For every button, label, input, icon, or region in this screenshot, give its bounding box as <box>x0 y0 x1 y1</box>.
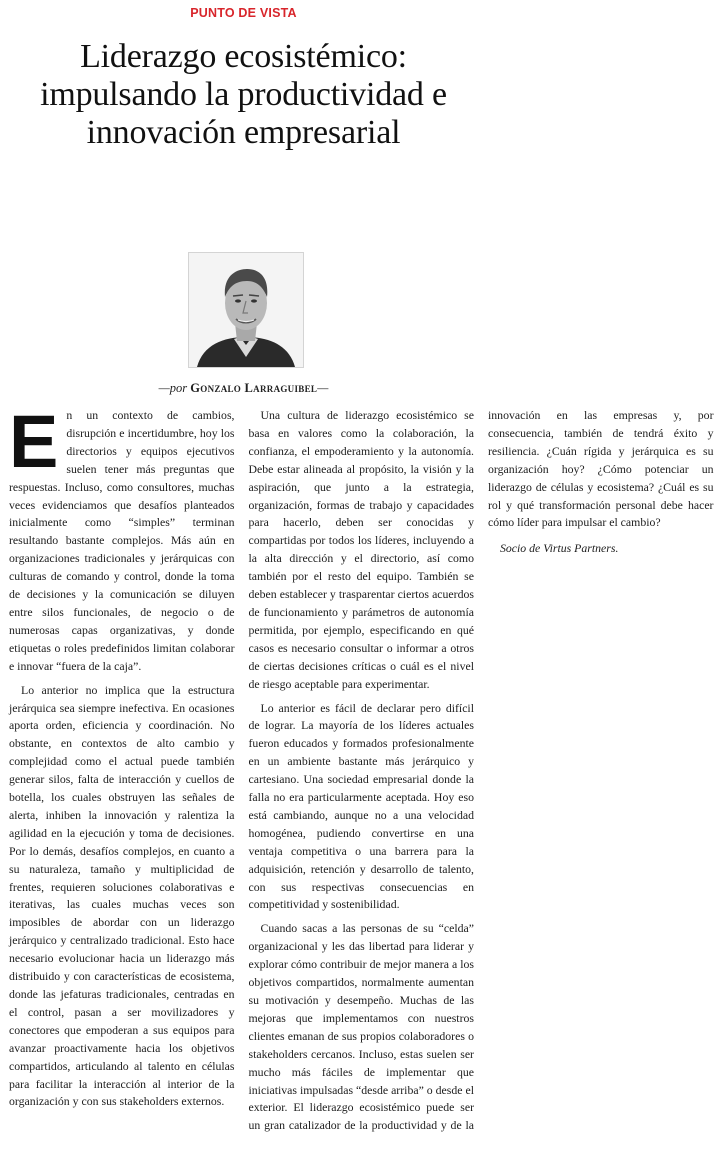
drop-cap: E <box>9 400 59 483</box>
article-body <box>9 400 714 1151</box>
paragraph-text: n un contexto de cambios, disrupción e incertidumbre, hoy los directorios y equipos ejecutivos suelen tener más preguntas que respuestas. Incluso, como consultores, muchas veces evidenciamos que desafíos planteados inicialmente como “simples” terminan resultando bastante complejos. Más aún en organizaciones tradicionales y jerárquicas con culturas de comando y control, donde la toma de decisiones y la comunicación se diluyen entre silos funcionales, de negocio o de numerosas capas organizativas, y donde etiquetas o roles predefinidos limitan colaborar e innovar “fuera de la caja”. <box>9 408 235 673</box>
article-paragraph: Lo anterior no implica que la estructura jerárquica sea siempre inefectiva. En ocasiones aporta orden, eficiencia y coordinación. No obstante, en contextos de alto cambio y complejidad como el actual puede también generar silos, falta de interacción y cuellos de botella, los cuales obstruyen las señales de alerta, inhiben la innovación y ralentiza la agilidad en la ejecución y toma de decisiones. Por lo demás, desafíos complejos, en cuanto a su naturaleza, tamaño y multiplicidad de frentes, requieren soluciones colaborativas e iterativas, las cuales muchas veces son imposibles de abordar con un liderazgo jerárquico y centralizado tradicional. Esto hace necesario evolucionar hacia un liderazgo más distribuido y con características de ecosistema, donde las jefaturas tradicionales, centradas en el control, pasan a ser movilizadores y conectores que empoderan a sus equipos para avanzar proactivamente hacia los objetivos compartidos, articulando al talento en células para facilitar la interacción al interior de la organización y con sus stakeholders externos. <box>9 682 235 1109</box>
byline-suffix: — <box>317 381 329 395</box>
article-paragraph: Cuando sacas a las personas de su “celda” organizacional y les das libertad para liderar y explorar cómo contribuir de mejor manera a los objetivos compartidos, normalmente aumentan su motivación y desempeño. Muchas de las mejoras que implementamos con nuestros clientes emanan de sus propios colaboradores o stakeholders cercanos. Incluso, estas suelen ser mucho más fáciles de implementar que iniciativas impulsadas “desde arriba” o desde el exterior. El liderazgo ecosistémico puede ser un gran catalizador de la productividad y de la innovación en las empresas y, por consecuencia, también de tendrá éxito y resiliencia. ¿Cuán rígida y jerárquica es su organización hoy? ¿Cómo potenciar un liderazgo de células y ecosistema? ¿Cuál es su rol y qué transformación personal debe hacer cómo líder para impulsar el cambio? <box>248 408 714 1133</box>
article-paragraph: Una cultura de liderazgo ecosistémico se basa en valores como la colaboración, la confianza, el empoderamiento y la autonomía. Debe estar alineada al propósito, la visión y la aspiración, que junto a la estrategia, organización, formas de trabajo y capacidades para hacerlo, deben ser conocidas y compartidas por todos los líderes, incluyendo a la alta dirección y el directorio, así como también por el resto del equipo. También se deben establecer y trasparentar ciertos acuerdos de funcionamiento y parámetros de autonomía permitida, por ejemplo, especificando en qué casos es necesario consultar o informar a otros de ciertas decisiones críticas o cuál es el nivel de riesgo aceptable para experimentar. <box>248 408 474 691</box>
headline: Liderazgo ecosistémico: impulsando la productividad e innovación empresarial <box>40 38 447 151</box>
section-label: PUNTO DE VISTA <box>190 6 297 20</box>
author-photo <box>188 252 304 368</box>
article-paragraph: Lo anterior es fácil de declarar pero difícil de lograr. La mayoría de los líderes actuales fueron educados y formados profesionalmente en un ambiente bastante más jerárquico y cartesiano. Una sociedad empresarial donde la falla no era particularmente aceptada. Hoy eso está cambiando, aunque no a una velocidad homogénea, pudiendo convertirse en una ventaja competitiva o una barrera para la adquisición, retención y desarrollo de talento, con sus respectivas consecuencias en competitividad y sostenibilidad. <box>248 700 474 912</box>
article-paragraph <box>9 400 235 676</box>
author-name: Gonzalo Larraguibel <box>190 381 318 395</box>
author-signature: Socio de Virtus Partners. <box>500 541 619 556</box>
byline-prefix: —por <box>158 381 191 395</box>
byline <box>0 381 487 396</box>
